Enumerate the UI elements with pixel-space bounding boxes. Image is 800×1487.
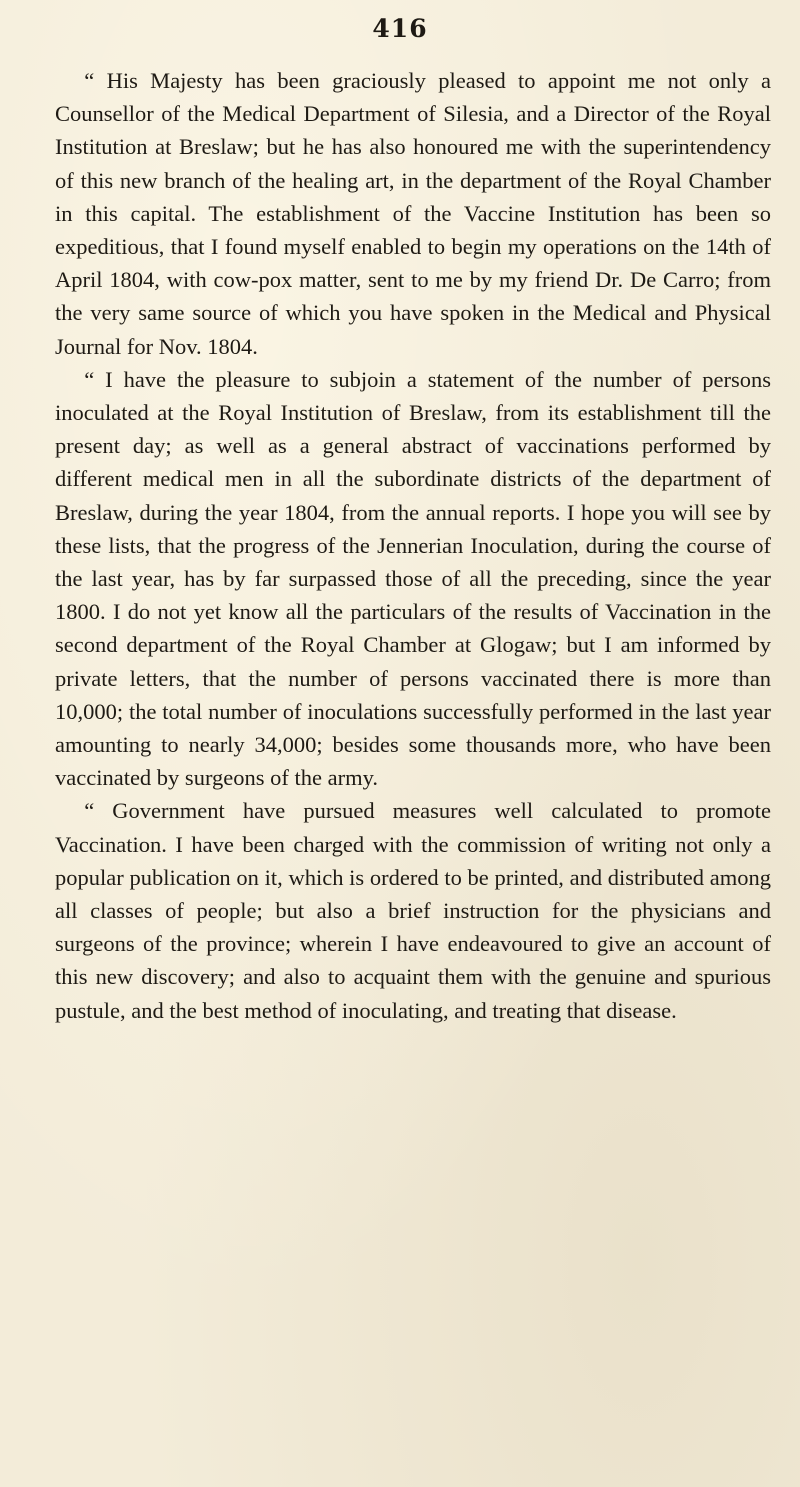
page-number: 416 [372,14,428,43]
paragraph-3: “ Government have pursued measures well calculated to promote Vaccination. I have been charged with the commission of writing not only a popular publication on it, which is ordered to be printed, and distributed among all classes of people; but also a brief instruction for the physicians and surgeons of the province; wherein I have endeavoured to give an account of this new discovery; and also to acquaint them with the genuine and spurious pustule, and the best method of inoculating, and treating that disease. [55,798,771,1023]
paragraph-2: “ I have the pleasure to subjoin a statement of the number of persons inoculated at the Royal Institution of Breslaw, from its establishment till the present day; as well as a general abstract of vaccinations performed by different medical men in all the subordinate districts of the department of Breslaw, during the year 1804, from the annual reports. I hope you will see by these lists, that the progress of the Jennerian Inoculation, during the course of the last year, has by far surpassed those of all the preceding, since the year 1800. I do not yet know all the particulars of the results of Vaccination in the second department of the Royal Chamber at Glogaw; but I am informed by private letters, that the number of persons vaccinated there is more than 10,000; the total number of inoculations successfully performed in the last year amounting to nearly 34,000; besides some thousands more, who have been vaccinated by surgeons of the army. [55,366,771,791]
paragraph-1: “ His Majesty has been graciously pleased to appoint me not only a Counsellor of the Medical Department of Silesia, and a Director of the Royal Institution at Breslaw; but he has also honoured me with the superintendency of this new branch of the healing art, in the department of the Royal Chamber in this capital. The establishment of the Vaccine Institution has been so expeditious, that I found myself enabled to begin my operations on the 14th of April 1804, with cow-pox matter, sent to me by my friend Dr. De Carro; from the very same source of which you have spoken in the Medical and Physical Journal for Nov. 1804. [55,68,771,359]
body-text [55,64,771,1027]
